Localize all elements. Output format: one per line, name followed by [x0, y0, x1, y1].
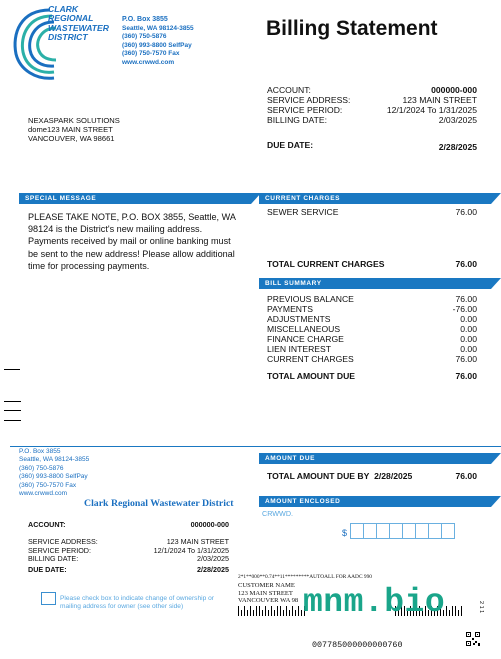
- customer-line: NEXASPARK SOLUTIONS: [28, 116, 120, 125]
- fold-mark: [4, 420, 21, 421]
- due-date-label: DUE DATE:: [267, 140, 314, 150]
- stub-district-name: Clark Regional Wastewater District: [84, 498, 234, 509]
- billing-date-value: 2/03/2025: [438, 115, 477, 125]
- website-link[interactable]: www.crwwd.com: [19, 490, 68, 498]
- mail-address-line: CUSTOMER NAME: [238, 582, 295, 589]
- ownership-change-checkbox[interactable]: [41, 592, 56, 605]
- summary-label: LIEN INTEREST: [267, 344, 331, 354]
- summary-label: MISCELLANEOUS: [267, 324, 341, 334]
- summary-amount: 0.00: [460, 334, 477, 344]
- postal-barcode: [238, 606, 308, 616]
- total-amount-due-amount: 76.00: [455, 371, 477, 381]
- mail-address-line: VANCOUVER WA 98: [238, 597, 299, 605]
- stub-service-period-label: SERVICE PERIOD:: [28, 545, 91, 555]
- mail-barcode-text: 2*1**000**0.74**11*********AUTOALL FOR AADC 990: [238, 574, 372, 580]
- district-logo: [10, 4, 120, 82]
- summary-amount: 0.00: [460, 314, 477, 324]
- logo-text-line: WASTEWATER: [48, 22, 109, 33]
- summary-amount: 76.00: [455, 294, 477, 304]
- stub-due-date-value: 2/28/2025: [197, 565, 229, 574]
- total-amount-due-label: TOTAL AMOUNT DUE: [267, 371, 356, 381]
- amount-enclosed-input[interactable]: [350, 523, 454, 539]
- summary-label: FINANCE CHARGE: [267, 334, 344, 344]
- stub-service-address-label: SERVICE ADDRESS:: [28, 537, 98, 546]
- side-code: 2 1 1: [478, 601, 484, 614]
- service-address-label: SERVICE ADDRESS:: [267, 95, 351, 105]
- ownership-change-note: Please check box to indicate change of ownership or mailing address for owner (see other side): [60, 595, 214, 610]
- special-message-body: PLEASE TAKE NOTE, P.O. BOX 3855, Seattle, WA 98124 is the District's new mailing address. Payments received by mail or online banking must be sent to the new address! Please allow additional time for processing payments.: [28, 212, 236, 271]
- fold-mark: [4, 369, 20, 370]
- mail-address-line: 123 MAIN STREET: [238, 589, 293, 597]
- amount-due-label: TOTAL AMOUNT DUE BY: [267, 471, 370, 481]
- service-period-label: SERVICE PERIOD:: [267, 105, 343, 115]
- summary-label: ADJUSTMENTS: [267, 314, 331, 324]
- stub-billing-date-label: BILLING DATE:: [28, 554, 79, 564]
- service-period-value: 12/1/2024 To 1/31/2025: [386, 105, 477, 115]
- charge-amount: 76.00: [455, 207, 477, 217]
- mail-address: [238, 582, 298, 605]
- address-line: (360) 993-8800 SelfPay: [122, 41, 192, 49]
- account-number: 000000-000: [431, 85, 477, 95]
- summary-amount: 0.00: [460, 324, 477, 334]
- watermark-text: mnm.bio: [303, 584, 446, 621]
- logo-text-line: REGIONAL: [48, 13, 94, 24]
- address-line: (360) 750-5876: [122, 33, 167, 41]
- summary-label: PAYMENTS: [267, 304, 313, 314]
- charge-label: SEWER SERVICE: [267, 207, 339, 217]
- summary-label: CURRENT CHARGES: [267, 354, 354, 364]
- special-message-header: SPECIAL MESSAGE: [19, 193, 251, 204]
- total-current-charges-amount: 76.00: [455, 259, 477, 269]
- logo-text-line: DISTRICT: [48, 32, 88, 43]
- stub-address-block: [19, 448, 89, 498]
- customer-line: VANCOUVER, WA 98661: [28, 134, 115, 144]
- address-line: Seattle, WA 98124-3855: [122, 24, 194, 32]
- website-link[interactable]: www.crwwd.com: [122, 58, 175, 66]
- billing-date-label: BILLING DATE:: [267, 115, 328, 125]
- district-address-block: [122, 16, 194, 68]
- payee-short: CRWWD.: [262, 509, 294, 518]
- account-label: ACCOUNT:: [267, 85, 311, 95]
- summary-label: PREVIOUS BALANCE: [267, 294, 354, 304]
- stub-due-date-label: DUE DATE:: [28, 565, 67, 574]
- service-address-value: 123 MAIN STREET: [402, 95, 477, 105]
- stub-account-label: ACCOUNT:: [28, 520, 66, 529]
- stub-billing-date-value: 2/03/2025: [197, 554, 229, 564]
- customer-line: dome123 MAIN STREET: [28, 125, 113, 135]
- stub-account-number: 000000-000: [190, 520, 229, 529]
- address-line: (360) 750-7570 Fax: [122, 50, 180, 58]
- amount-enclosed-header: AMOUNT ENCLOSED: [259, 496, 491, 507]
- summary-amount: -76.00: [452, 304, 477, 314]
- bill-summary-header: BILL SUMMARY: [259, 278, 491, 289]
- logo-text-line: CLARK: [48, 4, 79, 14]
- scan-line: 007785000000000760: [312, 640, 403, 650]
- stub-service-address-value: 123 MAIN STREET: [166, 537, 229, 546]
- address-line: Seattle, WA 98124-3855: [19, 456, 90, 464]
- address-line: P.O. Box 3855: [122, 16, 168, 23]
- amount-due-header: AMOUNT DUE: [259, 453, 491, 464]
- page-title: Billing Statement: [266, 17, 438, 40]
- summary-amount: 0.00: [460, 344, 477, 354]
- fold-mark: [4, 410, 21, 411]
- amount-due-value: 76.00: [455, 471, 477, 481]
- summary-amount: 76.00: [455, 354, 477, 364]
- total-current-charges-label: TOTAL CURRENT CHARGES: [267, 259, 385, 269]
- stub-service-period-value: 12/1/2024 To 1/31/2025: [153, 545, 229, 555]
- amount-due-date: 2/28/2025: [374, 471, 413, 481]
- qr-code-icon: [466, 632, 480, 646]
- dollar-sign: $: [342, 528, 348, 538]
- customer-address: [28, 116, 120, 144]
- fold-mark: [4, 401, 21, 402]
- due-date-value: 2/28/2025: [438, 142, 477, 152]
- address-line: (360) 993-8800 SelfPay: [19, 473, 88, 481]
- address-line: P.O. Box 3855: [19, 448, 61, 455]
- current-charges-table: [267, 207, 477, 277]
- tear-line: [10, 446, 501, 447]
- address-line: (360) 750-5876: [19, 464, 64, 472]
- bill-summary-table: [267, 294, 477, 384]
- current-charges-header: CURRENT CHARGES: [259, 193, 491, 204]
- address-line: (360) 750-7570 Fax: [19, 481, 77, 489]
